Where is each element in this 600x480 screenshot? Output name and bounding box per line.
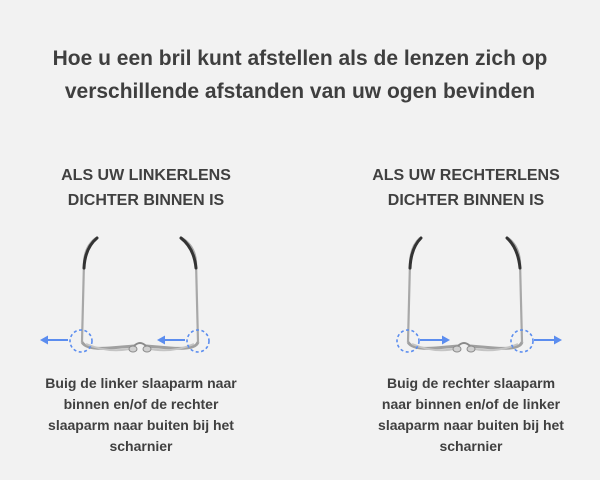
title-line-1: Hoe u een bril kunt afstellen als de lenzen zich op [52,47,548,70]
right-temple-left [408,238,420,342]
left-caption-line-2: binnen en/of de rechter [63,396,219,412]
left-temple-left [82,238,96,342]
page-title [20,42,580,108]
left-panel-heading [26,163,266,213]
right-panel-caption [356,373,586,457]
left-glasses-illustration [30,228,250,368]
right-temple-tip-left [410,238,421,268]
left-nose-pad-left [129,346,137,352]
right-bridge [458,343,470,346]
right-caption-line-2: naar binnen en/of de linker [381,396,561,412]
right-caption-line-1: Buig de rechter slaaparm [386,375,556,391]
right-arrow-inward-head [442,336,450,345]
left-caption-line-3: slaaparm naar buiten bij het [48,417,234,433]
left-caption-line-4: scharnier [109,438,173,454]
right-nose-pad-right [467,346,475,352]
right-temple-right [508,238,522,342]
right-caption-line-3: slaaparm naar buiten bij het [378,417,564,433]
right-heading-line-1: ALS UW RECHTERLENS [372,167,560,184]
left-panel-caption [26,373,256,457]
left-caption-line-1: Buig de linker slaaparm naar [45,375,237,391]
right-panel-heading [346,163,586,213]
left-nose-pad-right [143,346,151,352]
right-heading-line-2: DICHTER BINNEN IS [387,192,545,209]
left-bridge [134,343,146,346]
left-temple-right [182,238,198,342]
right-caption-line-4: scharnier [439,438,503,454]
right-glasses-illustration [350,228,570,368]
left-heading-line-1: ALS UW LINKERLENS [61,167,231,184]
right-nose-pad-left [453,346,461,352]
left-heading-line-2: DICHTER BINNEN IS [67,192,225,209]
left-arrow-inward-head [157,336,165,345]
title-line-2: verschillende afstanden van uw ogen bevinden [64,80,536,103]
left-arrow-outward-head [40,336,48,345]
right-arrow-outward-head [554,336,562,345]
